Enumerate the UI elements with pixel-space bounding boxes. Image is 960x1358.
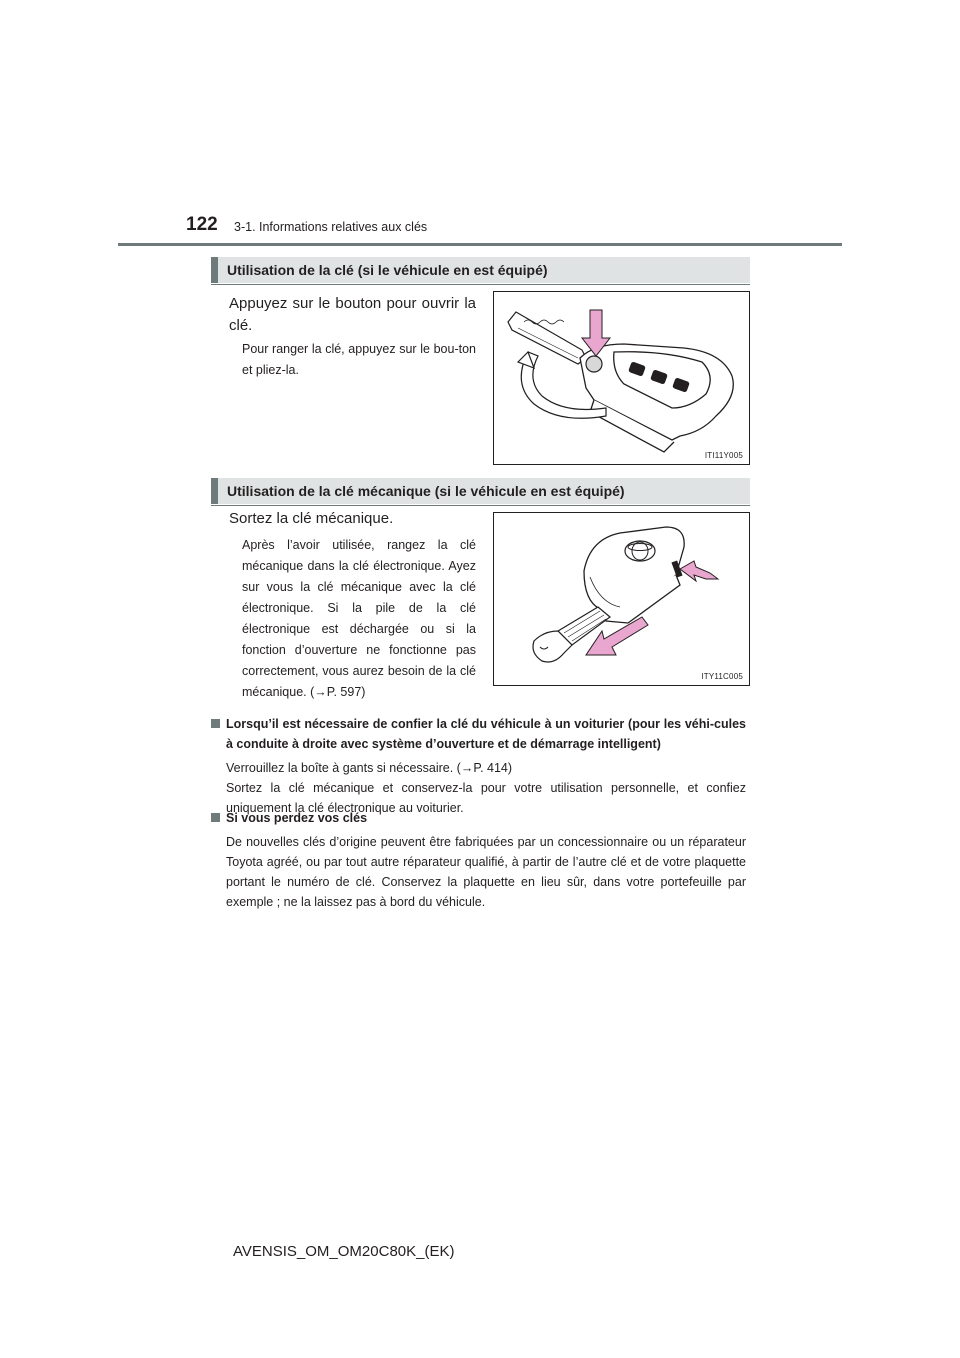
key-fob-body bbox=[580, 344, 733, 452]
square-bullet-icon bbox=[211, 719, 220, 728]
instruction-lead: Appuyez sur le bouton pour ouvrir la clé. bbox=[229, 295, 476, 334]
release-button bbox=[586, 356, 602, 372]
header-rule bbox=[118, 243, 842, 246]
section-title: Utilisation de la clé mécanique (si le véhicule en est équipé) bbox=[227, 483, 625, 499]
page-number: 122 bbox=[186, 214, 218, 235]
document-code: AVENSIS_OM_OM20C80K_(EK) bbox=[233, 1243, 455, 1260]
figure-folding-key bbox=[493, 291, 750, 465]
note-body: De nouvelles clés d’origine peuvent être fabriquées par un concessionnaire ou un réparateur Toyota agréé, ou par tout autre réparateur qualifié, à partir de l’autre clé et de votre plaquette portant le numéro de clé. Conservez la plaquette en lieu sûr, dans votre portefeuille par exemple ; ne la laissez pas à bord du véhicule. bbox=[226, 835, 746, 909]
note-body: Verrouillez la boîte à gants si nécessaire. (→P. 414) Sortez la clé mécanique et conservez-la pour votre utilisation personnelle, et confiez uniquement la clé électronique au voiturier. bbox=[226, 761, 746, 815]
note-heading: Si vous perdez vos clés bbox=[211, 808, 746, 828]
figure-id: ITY11C005 bbox=[701, 672, 743, 681]
folding-key-illustration bbox=[494, 292, 749, 464]
instruction-detail: Pour ranger la clé, appuyez sur le bou-ton et pliez-la. bbox=[242, 342, 476, 377]
section-bar-mechanical-key bbox=[211, 478, 750, 504]
mechanical-key-illustration bbox=[494, 513, 749, 685]
instruction-detail: Après l’avoir utilisée, rangez la clé mécanique dans la clé électronique. Ayez sur vous la clé mécanique avec la clé électronique. Si la pile de la clé électronique est déchargée ou si la fonction d’ouverture ne fonctionne pas correctement, vous aurez besoin de la clé mécanique. (→P. 597) bbox=[242, 538, 476, 699]
section-title: Utilisation de la clé (si le véhicule en est équipé) bbox=[227, 262, 548, 278]
square-bullet-icon bbox=[211, 813, 220, 822]
push-arrow-icon bbox=[680, 561, 718, 581]
figure-id: ITI11Y005 bbox=[704, 451, 743, 460]
note-valet bbox=[211, 714, 746, 818]
chapter-title: 3-1. Informations relatives aux clés bbox=[234, 220, 428, 234]
note-lost-keys bbox=[211, 808, 746, 912]
instruction-lead: Sortez la clé mécanique. bbox=[229, 510, 394, 527]
section-bar-folding-key bbox=[211, 257, 750, 283]
note-heading: Lorsqu’il est nécessaire de confier la clé du véhicule à un voiturier (pour les véhi-cules à conduite à droite avec système d’ouverture et de démarrage intelligent) bbox=[211, 714, 746, 754]
key-blade bbox=[508, 312, 586, 364]
figure-mechanical-key bbox=[493, 512, 750, 686]
